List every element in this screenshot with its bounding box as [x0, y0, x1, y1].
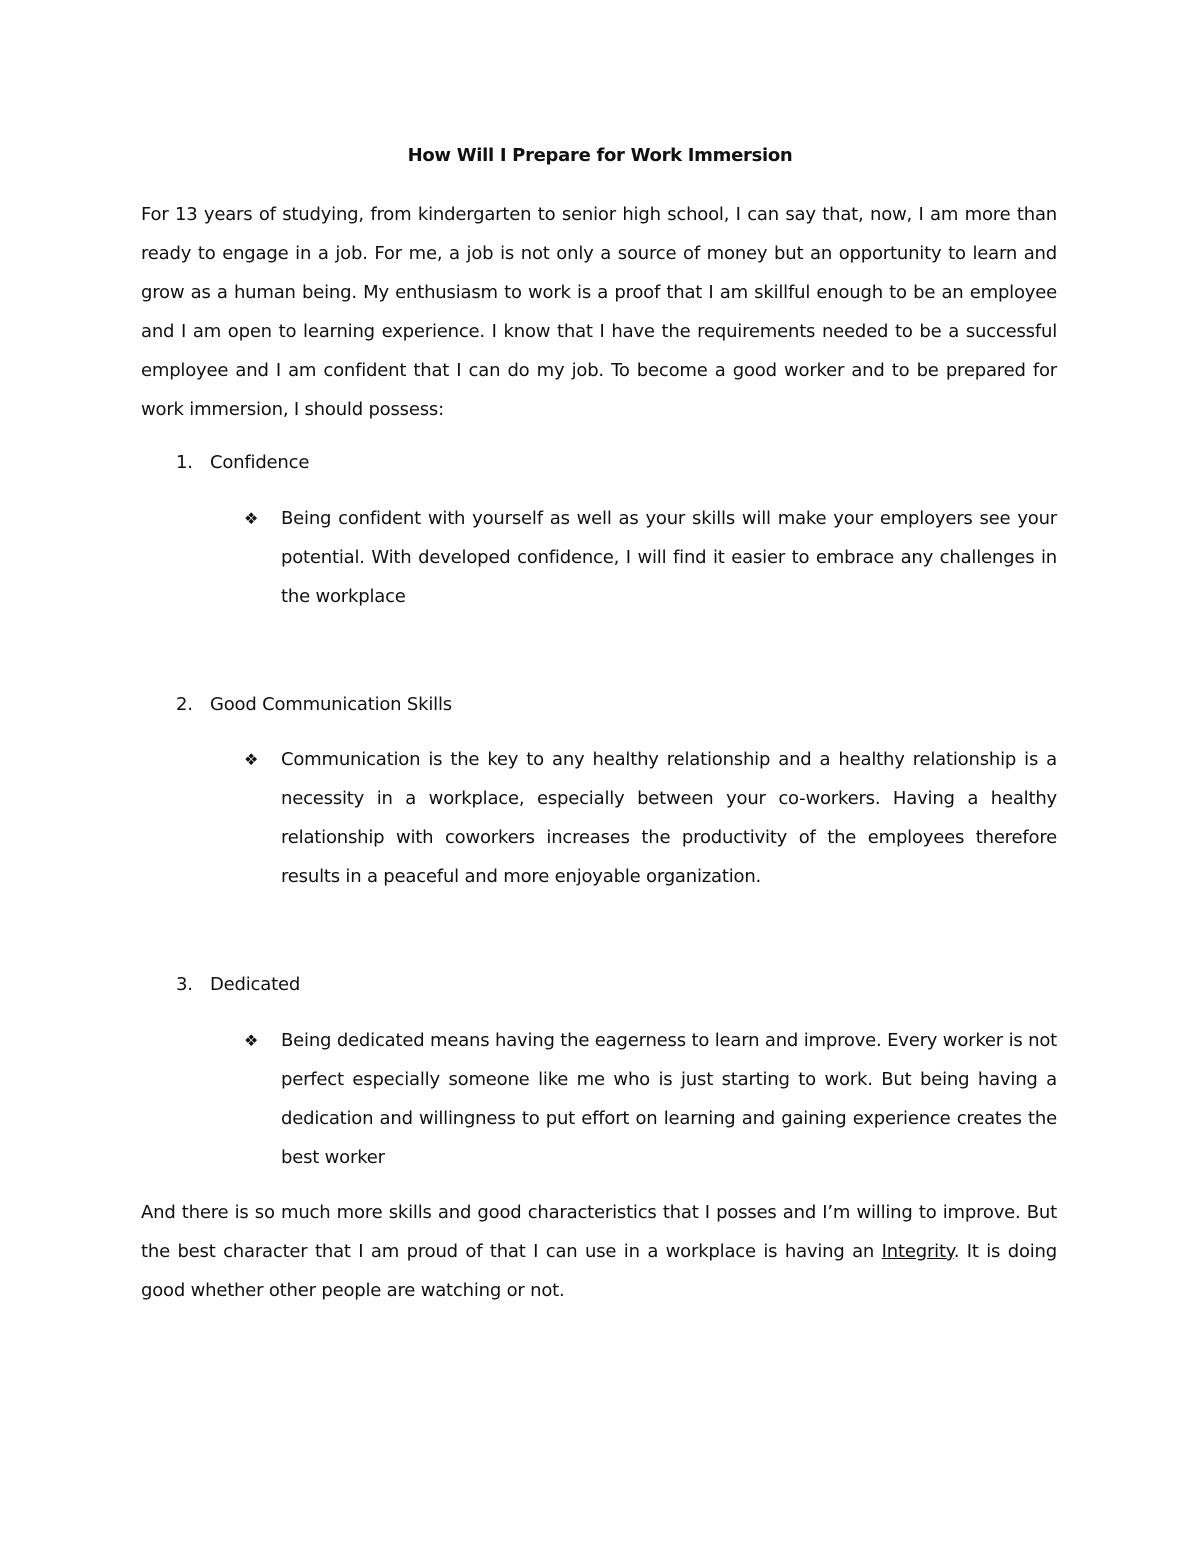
diamond-bullet-icon: ❖ — [244, 509, 259, 528]
diamond-bullet-icon: ❖ — [244, 750, 259, 769]
list-item-heading-text: Confidence — [210, 452, 310, 473]
list-item-heading — [176, 970, 300, 1000]
diamond-bullet-icon: ❖ — [244, 1031, 259, 1050]
bullet-text: Being confident with yourself as well as your skills will make your employers see your potential. With developed confidence, I will find it easier to embrace any challenges in the workplace — [281, 508, 1057, 607]
list-item-number: 2. — [176, 694, 193, 715]
integrity-underlined-word: Integrity — [881, 1241, 954, 1262]
list-item-heading — [176, 448, 309, 478]
bullet-text: Communication is the key to any healthy relationship and a healthy relationship is a necessity in a workplace, especially between your co-workers. Having a healthy relationship with coworkers increases the productivity of the employees therefore results in a peaceful and more enjoyable organization. — [281, 749, 1057, 887]
list-item-heading — [176, 690, 452, 720]
closing-text-start: And there is so much more skills and good characteristics that I posses and I’m willing to improve. But the best character that I am proud of that I can use in a workplace is having an — [141, 1202, 1057, 1262]
list-item-bullet — [244, 499, 1057, 616]
list-item-heading-text: Good Communication Skills — [210, 694, 452, 715]
bullet-text: Being dedicated means having the eagerness to learn and improve. Every worker is not perfect especially someone like me who is just starting to work. But being having a dedication and willingness to put effort on learning and gaining experience creates the best worker — [281, 1030, 1057, 1168]
list-item-number: 1. — [176, 452, 193, 473]
list-item-number: 3. — [176, 974, 193, 995]
closing-paragraph — [141, 1193, 1057, 1310]
list-item-heading-text: Dedicated — [210, 974, 301, 995]
closing-text-end: . It is doing good whether other people are watching or not. — [141, 1241, 1057, 1301]
document-title: How Will I Prepare for Work Immersion — [407, 145, 793, 166]
list-item-bullet — [244, 1021, 1057, 1177]
intro-paragraph: For 13 years of studying, from kindergarten to senior high school, I can say that, now, I am more than ready to engage in a job. For me, a job is not only a source of money but an opportunity to learn and grow as a human being. My enthusiasm to work is a proof that I am skillful enough to be an employee and I am open to learning experience. I know that I have the requirements needed to be a successful employee and I am confident that I can do my job. To become a good worker and to be prepared for work immersion, I should possess: — [141, 204, 1057, 420]
list-item-bullet — [244, 740, 1057, 896]
